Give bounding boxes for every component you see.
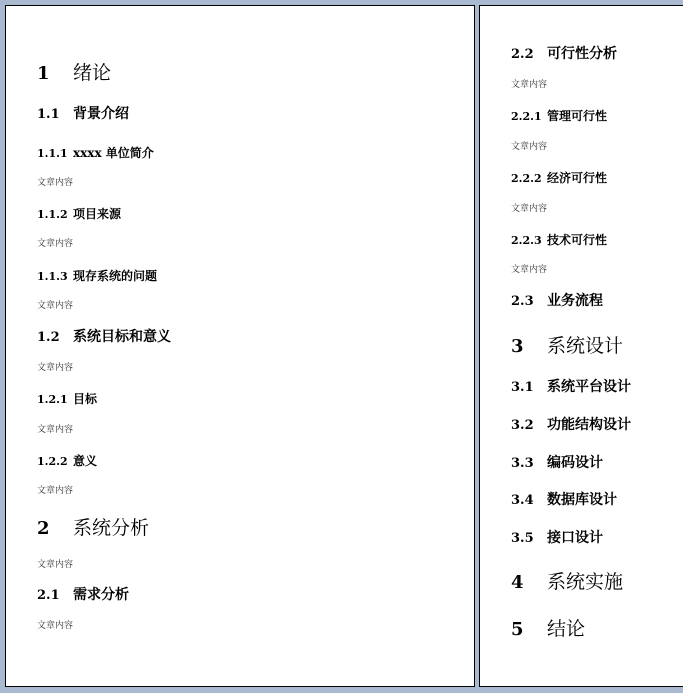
- heading-text: 系统目标和意义: [73, 329, 171, 345]
- body-text: 文章内容: [37, 178, 74, 188]
- heading-1-2-2: [37, 450, 97, 469]
- heading-text: 系统平台设计: [547, 379, 631, 395]
- heading-number: 1.2.1: [37, 393, 68, 406]
- heading-1-1-1: [37, 142, 154, 161]
- heading-3-1: [511, 376, 631, 396]
- heading-text: 需求分析: [73, 587, 129, 603]
- heading-text: xxxx 单位简介: [73, 146, 154, 160]
- heading-1-1: [37, 103, 129, 123]
- heading-1-1-2: [37, 203, 121, 222]
- body-text: 文章内容: [511, 80, 548, 90]
- body-text: 文章内容: [37, 363, 74, 373]
- heading-number: 3.5: [511, 531, 534, 546]
- heading-text: 结论: [547, 618, 586, 640]
- heading-number: 2.2.1: [511, 110, 542, 123]
- heading-number: 3.3: [511, 456, 534, 471]
- heading-number: 2.2: [511, 47, 534, 62]
- heading-number: 1.2: [37, 330, 60, 345]
- heading-text: 接口设计: [547, 530, 603, 546]
- heading-4: [511, 567, 623, 594]
- document-page-2: [479, 5, 683, 687]
- heading-number: 3.1: [511, 380, 534, 395]
- body-text: 文章内容: [37, 425, 74, 435]
- heading-number: 1.1: [37, 107, 60, 122]
- heading-text: 系统实施: [547, 571, 624, 593]
- heading-text: 系统分析: [73, 517, 150, 539]
- heading-2-2-1: [511, 105, 607, 124]
- heading-text: 项目来源: [73, 207, 122, 221]
- heading-text: 技术可行性: [547, 233, 608, 247]
- heading-2-2-2: [511, 167, 607, 186]
- body-text: 文章内容: [511, 204, 548, 214]
- heading-text: 意义: [73, 454, 98, 468]
- heading-text: 可行性分析: [547, 46, 617, 62]
- heading-number: 3.2: [511, 418, 534, 433]
- heading-number: 2.2.2: [511, 172, 542, 185]
- heading-number: 1.2.2: [37, 455, 68, 468]
- heading-number: 1.1.3: [37, 270, 68, 283]
- heading-number: 2.2.3: [511, 234, 542, 247]
- body-text: 文章内容: [37, 486, 74, 496]
- heading-number: 1.1.2: [37, 208, 68, 221]
- heading-3: [511, 331, 623, 358]
- heading-text: 编码设计: [547, 455, 603, 471]
- body-text: 文章内容: [37, 301, 74, 311]
- heading-number: 5: [511, 619, 524, 640]
- heading-text: 背景介绍: [73, 106, 129, 122]
- heading-2-3: [511, 290, 603, 310]
- heading-number: 4: [511, 572, 524, 593]
- heading-1-1-3: [37, 265, 157, 284]
- heading-2-1: [37, 584, 129, 604]
- body-text: 文章内容: [37, 560, 74, 570]
- body-text: 文章内容: [511, 265, 548, 275]
- heading-text: 经济可行性: [547, 171, 608, 185]
- heading-text: 系统设计: [547, 335, 624, 357]
- heading-number: 1.1.1: [37, 147, 68, 160]
- heading-text: 目标: [73, 392, 98, 406]
- heading-5: [511, 614, 585, 641]
- heading-1-2-1: [37, 388, 97, 407]
- body-text: 文章内容: [37, 621, 74, 631]
- heading-2: [37, 513, 149, 540]
- document-page-1: [5, 5, 475, 687]
- heading-text: 业务流程: [547, 293, 603, 309]
- heading-1: [37, 58, 111, 85]
- heading-text: 功能结构设计: [547, 417, 631, 433]
- heading-3-5: [511, 527, 603, 547]
- heading-text: 数据库设计: [547, 492, 617, 508]
- heading-number: 3: [511, 336, 524, 357]
- heading-number: 3.4: [511, 493, 534, 508]
- heading-3-3: [511, 452, 603, 472]
- heading-2-2: [511, 43, 617, 63]
- heading-text: 管理可行性: [547, 109, 608, 123]
- heading-2-2-3: [511, 229, 607, 248]
- heading-text: 现存系统的问题: [73, 269, 158, 283]
- heading-3-4: [511, 489, 617, 509]
- heading-3-2: [511, 414, 631, 434]
- heading-number: 2.3: [511, 294, 534, 309]
- heading-1-2: [37, 326, 171, 346]
- heading-number: 2.1: [37, 588, 60, 603]
- body-text: 文章内容: [37, 239, 74, 249]
- heading-number: 2: [37, 518, 50, 539]
- body-text: 文章内容: [511, 142, 548, 152]
- heading-number: 1: [37, 63, 50, 84]
- heading-text: 绪论: [73, 62, 112, 84]
